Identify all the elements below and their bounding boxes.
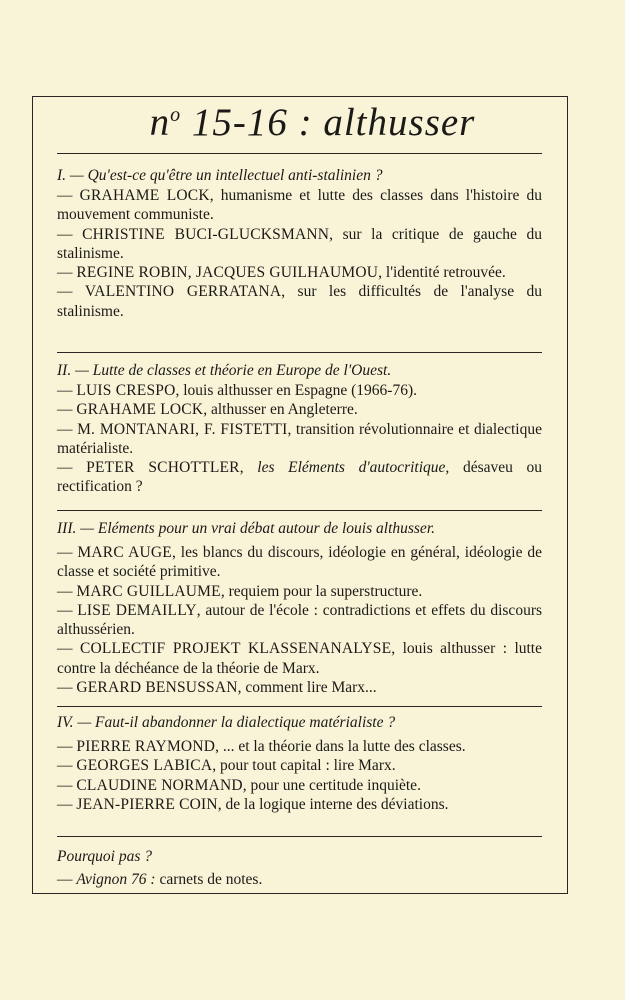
list-item: — GRAHAME LOCK, althusser en Angleterre. xyxy=(57,401,358,419)
page-title: $n^o$ 15-16 : althusser xyxy=(149,101,476,144)
divider xyxy=(57,836,542,837)
list-item: — MARC AUGE, les blancs du discours, idéologie en général, idéologie de classe et société primitive. xyxy=(57,544,543,581)
section-4 xyxy=(57,712,542,814)
section-3 xyxy=(57,518,542,697)
divider xyxy=(57,706,542,707)
section-heading: II. — Lutte de classes et théorie en Europe de l'Ouest. xyxy=(57,362,392,379)
list-item: — CLAUDINE NORMAND, pour une certitude inquiète. xyxy=(57,776,421,794)
list-item: — LISE DEMAILLY, autour de l'école : contradictions et effets du discours althussérien. xyxy=(57,601,543,639)
list-item: — Avignon 76 : carnets de notes. xyxy=(57,871,263,888)
list-item: — GRAHAME LOCK, humanisme et lutte des classes dans l'histoire du mouvement communiste. xyxy=(57,187,542,224)
list-item: — PETER SCHOTTLER, les Eléments d'autocritique, désaveu ou rectification ? xyxy=(57,459,543,496)
list-item: — VALENTINO GERRATANA, sur les difficultés de l'analyse du stalinisme. xyxy=(57,283,542,320)
section-5 xyxy=(57,846,542,889)
section-2 xyxy=(57,360,542,497)
divider xyxy=(57,153,542,154)
section-heading: I. — Qu'est-ce qu'être un intellectuel anti-stalinien ? xyxy=(57,167,383,184)
section-1 xyxy=(57,165,542,321)
list-item: — REGINE ROBIN, JACQUES GUILHAUMOU, l'identité retrouvée. xyxy=(57,264,506,282)
section-heading: IV. — Faut-il abandonner la dialectique matérialiste ? xyxy=(57,714,396,731)
list-item: — GERARD BENSUSSAN, comment lire Marx... xyxy=(57,679,377,697)
divider xyxy=(57,352,542,353)
list-item: — PIERRE RAYMOND, ... et la théorie dans la lutte des classes. xyxy=(57,738,466,755)
list-item: — GEORGES LABICA, pour tout capital : lire Marx. xyxy=(57,757,396,775)
section-heading: Pourquoi pas ? xyxy=(57,848,153,865)
list-item: — JEAN-PIERRE COIN, de la logique interne des déviations. xyxy=(57,795,449,813)
list-item: — CHRISTINE BUCI-GLUCKSMANN, sur la critique de gauche du stalinisme. xyxy=(57,225,542,262)
list-item: — MARC GUILLAUME, requiem pour la superstructure. xyxy=(57,582,423,600)
list-item: — M. MONTANARI, F. FISTETTI, transition révolutionnaire et dialectique matérialiste. xyxy=(57,420,542,457)
list-item: — LUIS CRESPO, louis althusser en Espagne (1966-76). xyxy=(57,382,417,399)
list-item: — COLLECTIF PROJEKT KLASSENANALYSE, louis althusser : lutte contre la déchéance de la théorie de Marx. xyxy=(57,640,542,677)
section-heading: III. — Eléments pour un vrai débat autour de louis althusser. xyxy=(57,520,436,537)
divider xyxy=(57,510,542,511)
